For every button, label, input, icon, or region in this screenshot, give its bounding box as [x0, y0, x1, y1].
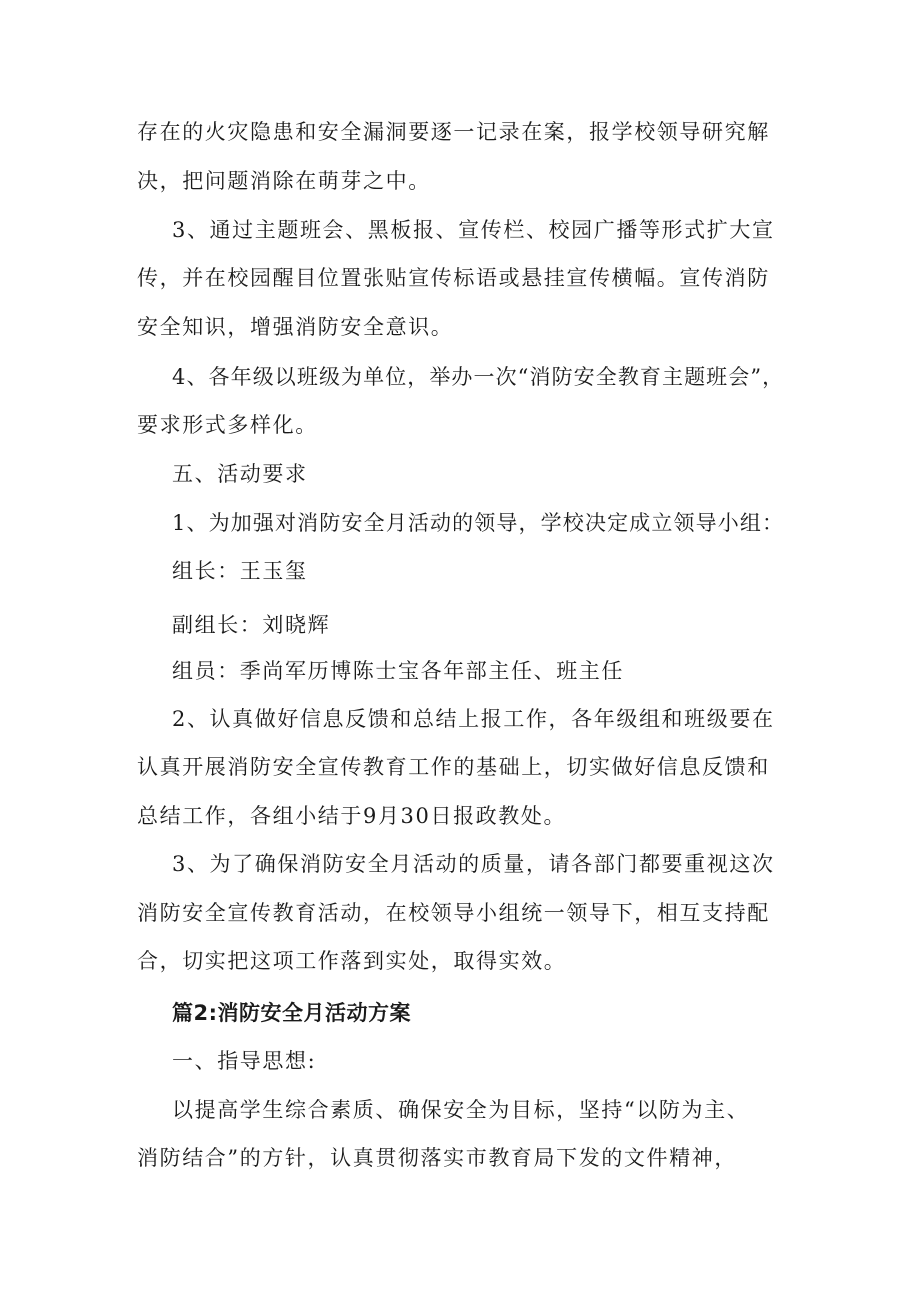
paragraph-line: 安全知识，增强消防安全意识。 [137, 315, 454, 339]
paragraph-line: 决，把问题消除在萌芽之中。 [137, 169, 431, 193]
paragraph-line: 传，并在校园醒目位置张贴宣传标语或悬挂宣传横幅。宣传消防 [137, 266, 770, 290]
article-title: 篇2:消防安全月活动方案 [172, 1001, 412, 1025]
paragraph-line: 消防结合”的方针，认真贯彻落实市教育局下发的文件精神， [137, 1146, 737, 1170]
paragraph-line: 2、认真做好信息反馈和总结上报工作，各年级组和班级要在 [172, 707, 775, 731]
paragraph-line: 1、为加强对消防安全月活动的领导，学校决定成立领导小组： [172, 511, 785, 535]
paragraph-line: 以提高学生综合素质、确保安全为目标，坚持“以防为主、 [172, 1098, 750, 1122]
paragraph-line: 3、为了确保消防安全月活动的质量，请各部门都要重视这次 [172, 852, 775, 876]
paragraph-line: 组长：王玉玺 [172, 559, 308, 583]
paragraph-line: 存在的火灾隐患和安全漏洞要逐一记录在案，报学校领导研究解 [137, 120, 770, 144]
paragraph-line: 合，切实把这项工作落到实处，取得实效。 [137, 949, 567, 973]
paragraph-line: 4、各年级以班级为单位，举办一次“消防安全教育主题班会”， [172, 365, 785, 389]
section-heading: 五、活动要求 [172, 462, 308, 486]
paragraph-line: 要求形式多样化。 [137, 413, 318, 437]
paragraph-line: 副组长：刘晓辉 [172, 613, 331, 637]
paragraph-line: 认真开展消防安全宣传教育工作的基础上，切实做好信息反馈和 [137, 755, 770, 779]
paragraph-line: 组员：季尚军历博陈士宝各年部主任、班主任 [172, 659, 624, 683]
paragraph-line: 消防安全宣传教育活动，在校领导小组统一领导下，相互支持配 [137, 901, 770, 925]
paragraph-line: 3、通过主题班会、黑板报、宣传栏、校园广播等形式扩大宣 [172, 218, 775, 242]
paragraph-line: 总结工作，各组小结于9月30日报政教处。 [137, 804, 567, 828]
section-heading: 一、指导思想: [172, 1049, 317, 1073]
